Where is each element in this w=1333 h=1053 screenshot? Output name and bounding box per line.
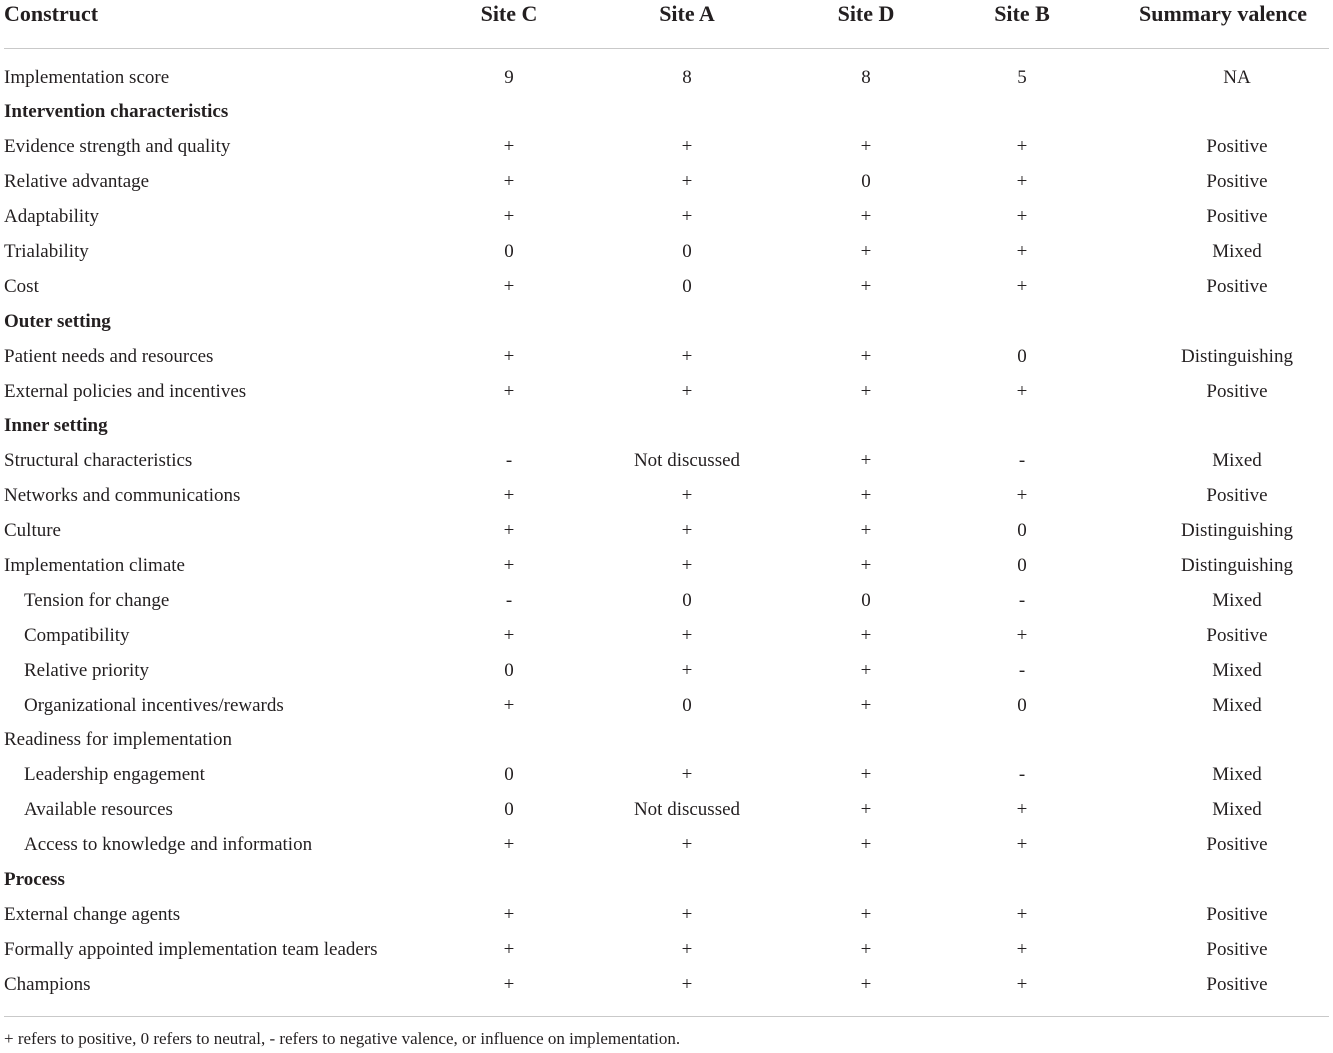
summary-valence-cell: Mixed bbox=[1212, 589, 1262, 611]
construct-cell: Patient needs and resources bbox=[4, 345, 214, 367]
table-row bbox=[0, 654, 1333, 689]
summary-valence-cell: Positive bbox=[1206, 624, 1268, 646]
summary-valence-cell: Positive bbox=[1206, 834, 1268, 856]
summary-valence-cell: Mixed bbox=[1212, 694, 1262, 716]
site-b-cell: 0 bbox=[1017, 694, 1027, 716]
site-d-cell: + bbox=[860, 554, 872, 576]
site-a-cell: 0 bbox=[682, 275, 692, 297]
site-a-cell: + bbox=[681, 764, 693, 786]
site-d-cell: + bbox=[860, 485, 872, 507]
summary-valence-cell: Positive bbox=[1206, 938, 1268, 960]
summary-valence-cell: Positive bbox=[1206, 206, 1268, 228]
summary-valence-cell: Distinguishing bbox=[1181, 345, 1293, 367]
section-row bbox=[0, 95, 1333, 130]
table-row bbox=[0, 898, 1333, 933]
table-body bbox=[0, 61, 1333, 1003]
summary-valence-cell: Positive bbox=[1206, 903, 1268, 925]
summary-valence-cell: Positive bbox=[1206, 485, 1268, 507]
site-d-cell: + bbox=[860, 938, 872, 960]
column-header-summary-valence: Summary valence bbox=[1138, 1, 1308, 26]
column-header-construct: Construct bbox=[4, 1, 99, 26]
site-d-cell: + bbox=[860, 799, 872, 821]
site-c-cell: + bbox=[503, 380, 515, 402]
summary-valence-cell: Positive bbox=[1206, 973, 1268, 995]
construct-cell: Culture bbox=[4, 520, 61, 542]
table-row bbox=[0, 479, 1333, 514]
site-c-cell: 0 bbox=[504, 659, 514, 681]
site-c-cell: - bbox=[505, 450, 513, 472]
table-row bbox=[0, 235, 1333, 270]
table-row bbox=[0, 758, 1333, 793]
site-b-cell: + bbox=[1016, 171, 1028, 193]
site-d-cell: + bbox=[860, 764, 872, 786]
site-a-cell: + bbox=[681, 938, 693, 960]
summary-valence-cell: Mixed bbox=[1212, 764, 1262, 786]
site-a-cell: 0 bbox=[682, 240, 692, 262]
site-c-cell: + bbox=[503, 624, 515, 646]
site-d-cell: + bbox=[860, 973, 872, 995]
site-b-cell: + bbox=[1016, 903, 1028, 925]
construct-cell: External policies and incentives bbox=[4, 380, 247, 402]
site-d-cell: + bbox=[860, 345, 872, 367]
subsection-heading: Readiness for implementation bbox=[4, 729, 232, 751]
site-d-cell: + bbox=[860, 136, 872, 158]
section-heading: Intervention characteristics bbox=[4, 101, 229, 123]
site-a-cell: + bbox=[681, 973, 693, 995]
construct-cell: Champions bbox=[4, 973, 91, 995]
site-d-cell: + bbox=[860, 694, 872, 716]
table-header-row bbox=[0, 0, 1333, 28]
section-heading: Inner setting bbox=[4, 415, 108, 437]
construct-cell: External change agents bbox=[4, 903, 181, 925]
site-a-cell: + bbox=[681, 136, 693, 158]
site-a-cell: Not discussed bbox=[633, 450, 741, 472]
summary-valence-cell: Positive bbox=[1206, 275, 1268, 297]
site-b-cell: + bbox=[1016, 973, 1028, 995]
site-b-cell: 0 bbox=[1017, 554, 1027, 576]
construct-cell: Relative priority bbox=[24, 659, 150, 681]
section-heading: Process bbox=[4, 868, 65, 890]
subsection-row bbox=[0, 723, 1333, 758]
table-row bbox=[0, 968, 1333, 1003]
site-c-cell: + bbox=[503, 485, 515, 507]
table-row bbox=[0, 619, 1333, 654]
site-c-cell: + bbox=[503, 206, 515, 228]
summary-valence-cell: Distinguishing bbox=[1181, 554, 1293, 576]
site-b-cell: + bbox=[1016, 799, 1028, 821]
site-d-cell: + bbox=[860, 380, 872, 402]
table-row bbox=[0, 793, 1333, 828]
site-b-cell: - bbox=[1018, 764, 1026, 786]
site-a-cell: 0 bbox=[682, 694, 692, 716]
site-a-cell: 8 bbox=[682, 66, 692, 88]
table-row bbox=[0, 130, 1333, 165]
site-a-cell: + bbox=[681, 903, 693, 925]
summary-valence-cell: Positive bbox=[1206, 171, 1268, 193]
table-row bbox=[0, 165, 1333, 200]
site-c-cell: + bbox=[503, 973, 515, 995]
site-d-cell: 8 bbox=[861, 66, 871, 88]
site-c-cell: + bbox=[503, 275, 515, 297]
site-a-cell: Not discussed bbox=[633, 799, 741, 821]
table-row bbox=[0, 933, 1333, 968]
site-c-cell: 0 bbox=[504, 764, 514, 786]
construct-cell: Leadership engagement bbox=[24, 764, 205, 786]
table-footnote: + refers to positive, 0 refers to neutral, - refers to negative valence, or influence on implementation. bbox=[4, 1029, 681, 1048]
table-row bbox=[0, 549, 1333, 584]
site-a-cell: + bbox=[681, 485, 693, 507]
table-row bbox=[0, 444, 1333, 479]
summary-valence-cell: Mixed bbox=[1212, 799, 1262, 821]
construct-cell: Formally appointed implementation team leaders bbox=[4, 938, 378, 960]
site-b-cell: - bbox=[1018, 589, 1026, 611]
site-d-cell: + bbox=[860, 450, 872, 472]
summary-valence-cell: Mixed bbox=[1212, 450, 1262, 472]
site-b-cell: + bbox=[1016, 624, 1028, 646]
site-d-cell: + bbox=[860, 520, 872, 542]
construct-cell: Implementation score bbox=[4, 66, 170, 88]
site-a-cell: + bbox=[681, 345, 693, 367]
column-header-site-c: Site C bbox=[480, 1, 538, 26]
site-a-cell: 0 bbox=[682, 589, 692, 611]
site-b-cell: + bbox=[1016, 206, 1028, 228]
site-d-cell: 0 bbox=[861, 589, 871, 611]
table-row bbox=[0, 61, 1333, 96]
construct-cell: Tension for change bbox=[24, 589, 170, 611]
site-b-cell: 0 bbox=[1017, 520, 1027, 542]
construct-cell: Trialability bbox=[4, 240, 89, 262]
column-header-site-a: Site A bbox=[659, 1, 715, 26]
table-row bbox=[0, 200, 1333, 235]
section-heading: Outer setting bbox=[4, 310, 111, 332]
site-c-cell: 0 bbox=[504, 799, 514, 821]
site-b-cell: + bbox=[1016, 485, 1028, 507]
construct-cell: Compatibility bbox=[24, 624, 130, 646]
summary-valence-cell: Positive bbox=[1206, 380, 1268, 402]
site-b-cell: + bbox=[1016, 380, 1028, 402]
site-a-cell: + bbox=[681, 171, 693, 193]
site-a-cell: + bbox=[681, 659, 693, 681]
construct-cell: Adaptability bbox=[4, 206, 99, 228]
section-row bbox=[0, 305, 1333, 340]
site-b-cell: + bbox=[1016, 136, 1028, 158]
site-b-cell: 0 bbox=[1017, 345, 1027, 367]
site-d-cell: + bbox=[860, 903, 872, 925]
site-a-cell: + bbox=[681, 380, 693, 402]
summary-valence-cell: Mixed bbox=[1212, 659, 1262, 681]
summary-valence-cell: NA bbox=[1223, 66, 1251, 88]
table-row bbox=[0, 375, 1333, 410]
site-b-cell: + bbox=[1016, 240, 1028, 262]
site-b-cell: + bbox=[1016, 938, 1028, 960]
construct-cell: Structural characteristics bbox=[4, 450, 193, 472]
site-c-cell: 9 bbox=[504, 66, 514, 88]
table-row bbox=[0, 689, 1333, 724]
site-c-cell: + bbox=[503, 136, 515, 158]
table-row bbox=[0, 270, 1333, 305]
site-d-cell: + bbox=[860, 659, 872, 681]
site-c-cell: + bbox=[503, 938, 515, 960]
column-header-site-d: Site D bbox=[837, 1, 895, 26]
summary-valence-cell: Mixed bbox=[1212, 240, 1262, 262]
site-a-cell: + bbox=[681, 206, 693, 228]
construct-cell: Relative advantage bbox=[4, 171, 150, 193]
section-row bbox=[0, 863, 1333, 898]
construct-cell: Networks and communications bbox=[4, 485, 241, 507]
site-b-cell: + bbox=[1016, 275, 1028, 297]
site-a-cell: + bbox=[681, 520, 693, 542]
site-c-cell: + bbox=[503, 554, 515, 576]
site-c-cell: 0 bbox=[504, 240, 514, 262]
table-row bbox=[0, 584, 1333, 619]
section-row bbox=[0, 409, 1333, 444]
table-row bbox=[0, 828, 1333, 863]
site-a-cell: + bbox=[681, 554, 693, 576]
site-b-cell: + bbox=[1016, 834, 1028, 856]
site-c-cell: + bbox=[503, 171, 515, 193]
footer-divider bbox=[4, 1016, 1329, 1017]
construct-cell: Implementation climate bbox=[4, 554, 185, 576]
site-c-cell: + bbox=[503, 694, 515, 716]
site-a-cell: + bbox=[681, 834, 693, 856]
site-b-cell: 5 bbox=[1017, 66, 1027, 88]
construct-cell: Organizational incentives/rewards bbox=[24, 694, 284, 716]
construct-cell: Cost bbox=[4, 275, 39, 297]
table-row bbox=[0, 340, 1333, 375]
construct-cell: Access to knowledge and information bbox=[24, 834, 313, 856]
site-d-cell: + bbox=[860, 240, 872, 262]
header-divider bbox=[4, 48, 1329, 49]
site-c-cell: + bbox=[503, 903, 515, 925]
summary-valence-cell: Positive bbox=[1206, 136, 1268, 158]
site-b-cell: - bbox=[1018, 450, 1026, 472]
construct-cell: Available resources bbox=[24, 799, 173, 821]
table-row bbox=[0, 514, 1333, 549]
site-d-cell: 0 bbox=[861, 171, 871, 193]
site-a-cell: + bbox=[681, 624, 693, 646]
construct-cell: Evidence strength and quality bbox=[4, 136, 231, 158]
site-d-cell: + bbox=[860, 206, 872, 228]
site-d-cell: + bbox=[860, 275, 872, 297]
site-c-cell: - bbox=[505, 589, 513, 611]
site-c-cell: + bbox=[503, 520, 515, 542]
site-c-cell: + bbox=[503, 834, 515, 856]
site-b-cell: - bbox=[1018, 659, 1026, 681]
column-header-site-b: Site B bbox=[994, 1, 1050, 26]
site-d-cell: + bbox=[860, 834, 872, 856]
site-c-cell: + bbox=[503, 345, 515, 367]
summary-valence-cell: Distinguishing bbox=[1181, 520, 1293, 542]
site-d-cell: + bbox=[860, 624, 872, 646]
